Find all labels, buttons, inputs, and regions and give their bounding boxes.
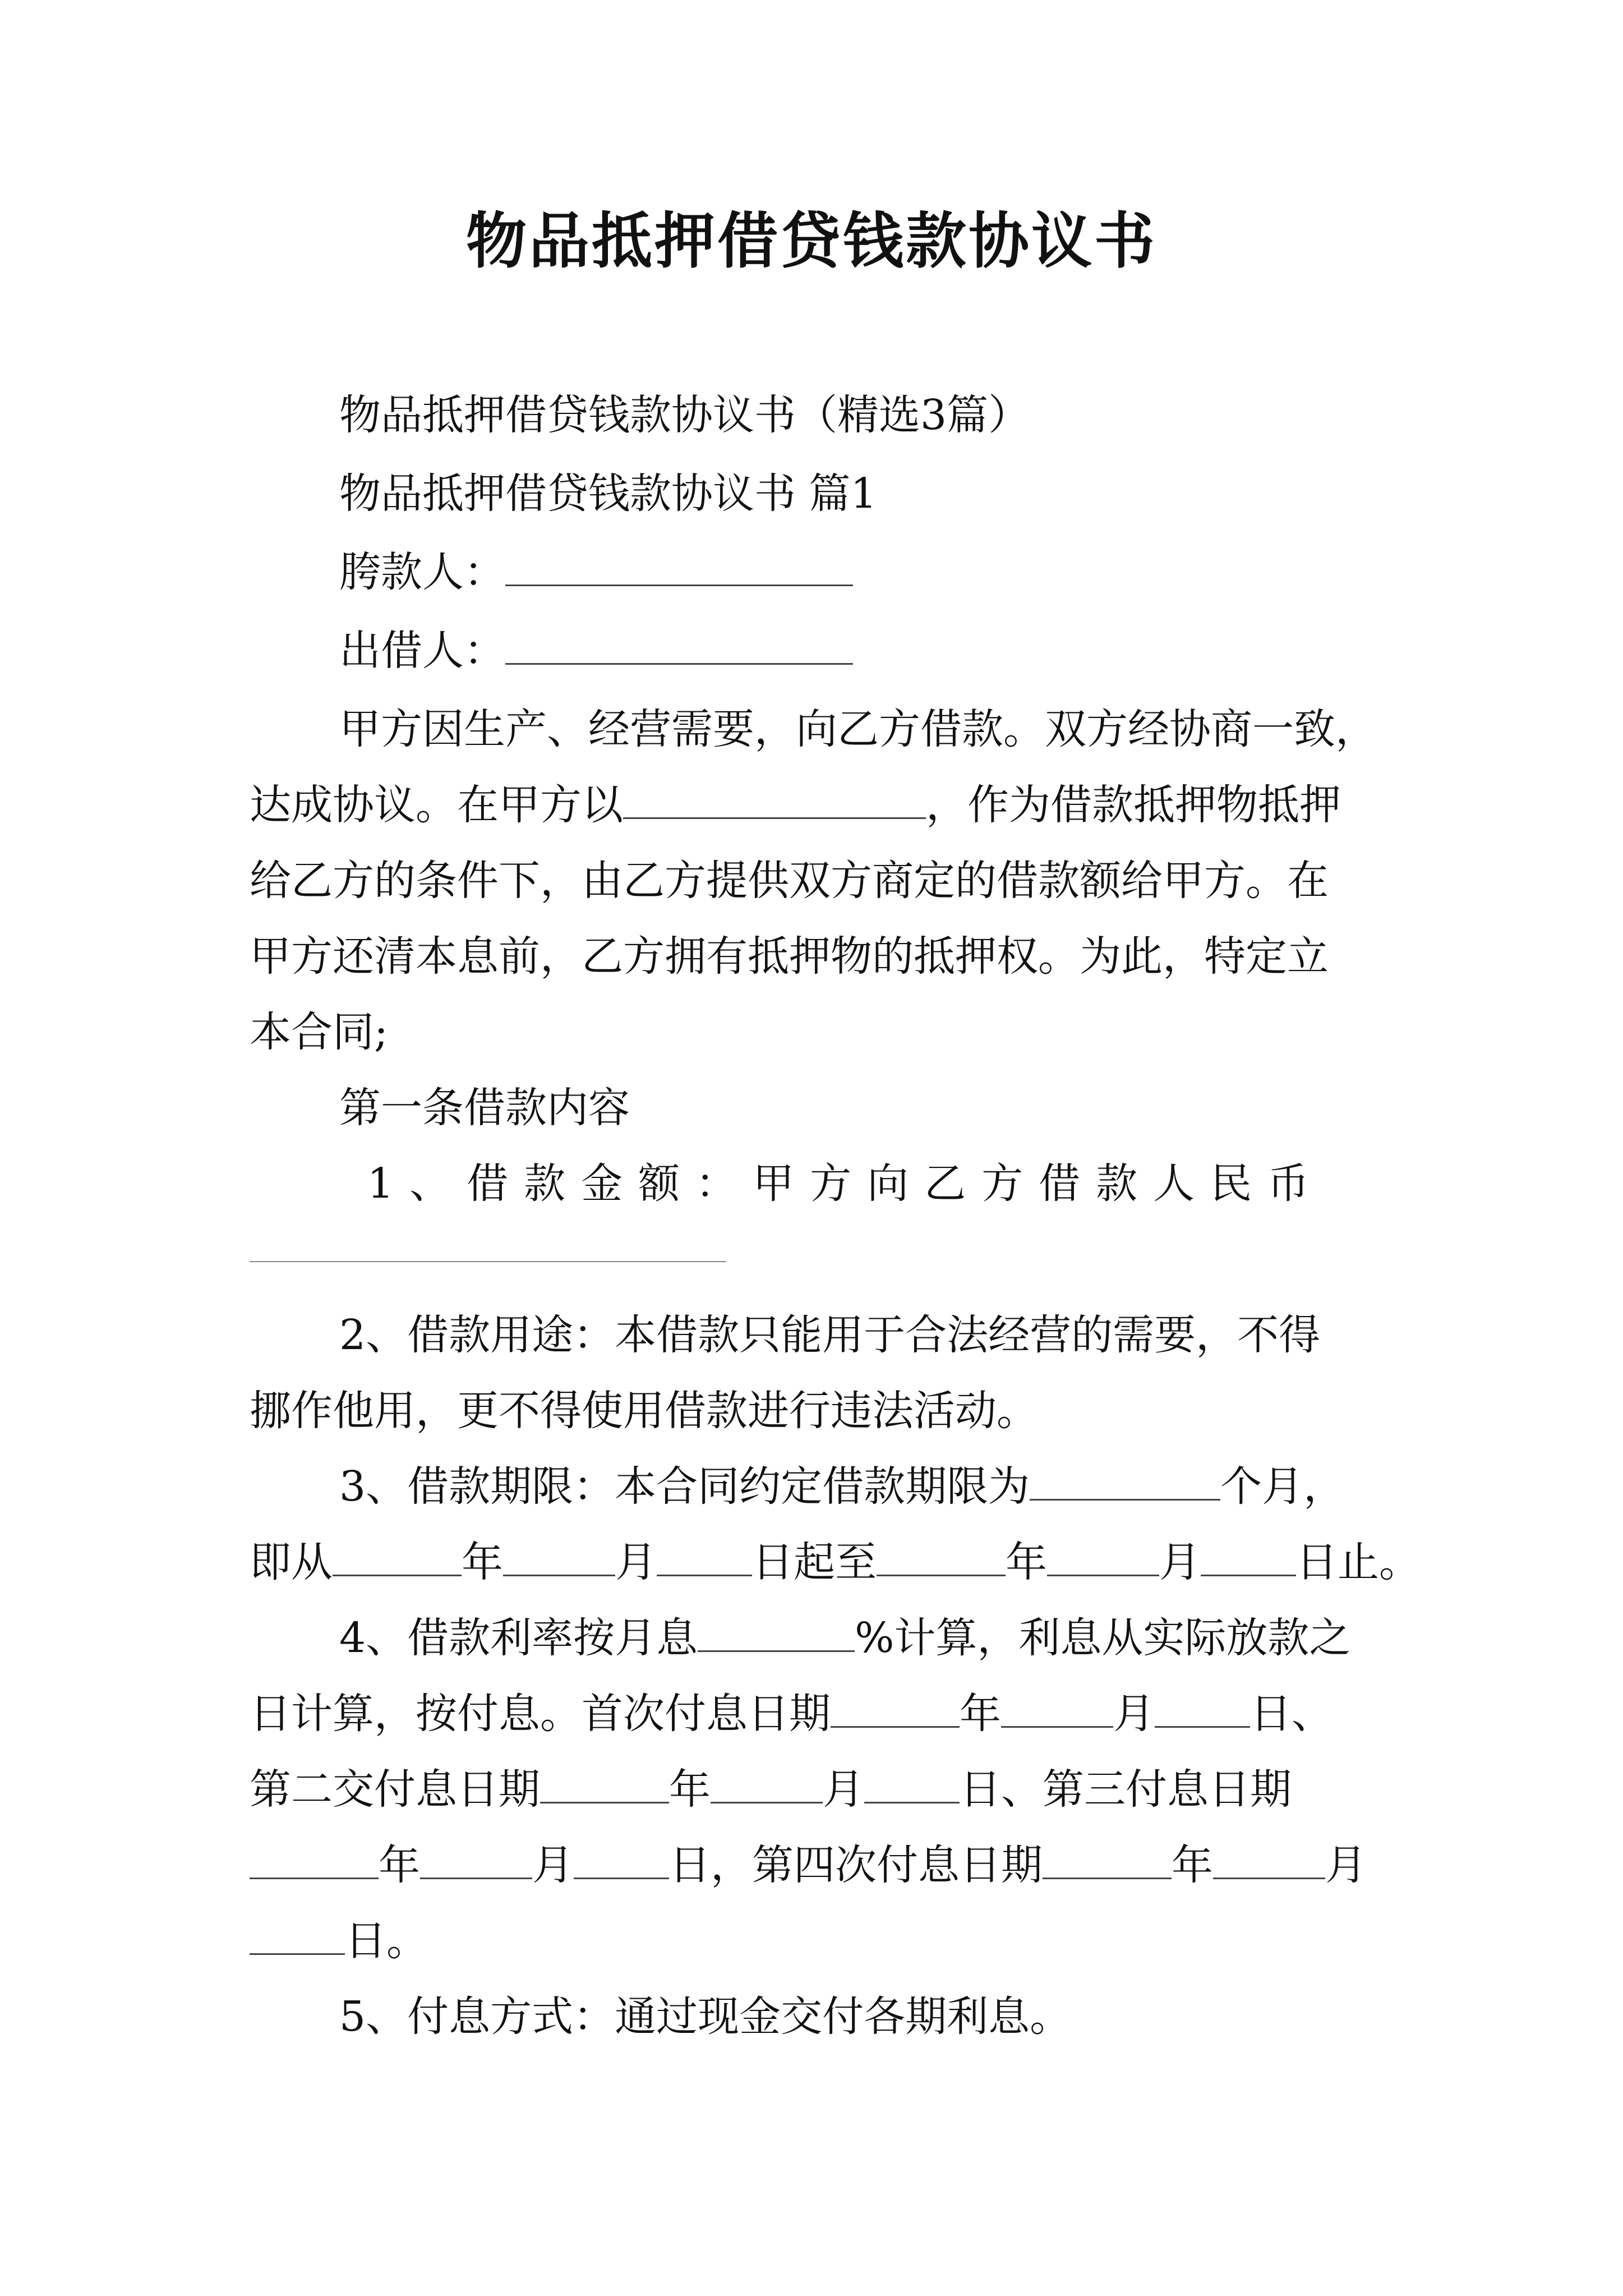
- borrower-label: 胯款人：: [339, 548, 505, 596]
- item4-line1: [250, 1610, 1464, 1666]
- lender-blank: [505, 629, 853, 665]
- item4-text: 日计算，按付息。首次付息日期: [250, 1690, 831, 1738]
- collateral-blank: [623, 784, 926, 819]
- para1-line4: [250, 928, 1374, 984]
- section-line: [250, 466, 1464, 522]
- lender-label: 出借人：: [339, 627, 505, 675]
- date-blank: [657, 1541, 752, 1576]
- item3-text: 月: [1159, 1538, 1201, 1586]
- item2-line2: [250, 1383, 1374, 1439]
- borrower-blank: [505, 551, 853, 586]
- item3-text: 年: [462, 1538, 503, 1586]
- item4-text: 年: [1172, 1841, 1213, 1889]
- item3-text: 年: [1006, 1538, 1047, 1586]
- para1-line5: [250, 1004, 1374, 1060]
- item2-text: 2、借款用途：本借款只能用于合法经营的需要，不得: [339, 1311, 1321, 1359]
- item4-text: 日、第三付息日期: [960, 1765, 1292, 1814]
- date-blank: [333, 1541, 462, 1576]
- borrower-line: [250, 544, 1464, 600]
- item3-line2: [250, 1534, 1421, 1590]
- item4-line5: [250, 1913, 1374, 1969]
- date-blank: [503, 1541, 615, 1576]
- para1-text: 甲方还清本息前，乙方拥有抵押物的抵押权。为此，特定立: [250, 932, 1329, 981]
- para1-line2: [250, 777, 1374, 833]
- term-blank: [1030, 1465, 1220, 1501]
- item4-text: 4、借款利率按月息: [339, 1614, 698, 1662]
- item3-text: 日起至: [752, 1538, 877, 1586]
- item1-text: 1、借款金额：甲方向乙方借款人民币: [367, 1159, 1325, 1208]
- item4-text: 月: [1325, 1841, 1367, 1889]
- subtitle: 物品抵押借贷钱款协议书（精选3篇）: [339, 391, 1030, 439]
- date-blank: [1047, 1541, 1159, 1576]
- item4-line4: [250, 1837, 1374, 1893]
- date-blank: [540, 1768, 669, 1803]
- item3-text: 日止。: [1296, 1538, 1421, 1586]
- date-blank: [250, 1920, 345, 1955]
- item5-text: 5、付息方式：通过现金交付各期利息。: [339, 1993, 1072, 2041]
- date-blank: [420, 1844, 532, 1879]
- date-blank: [1043, 1844, 1172, 1879]
- item3-text: 3、借款期限：本合同约定借款期限为: [339, 1462, 1030, 1511]
- section-heading: 物品抵押借贷钱款协议书 篇1: [339, 470, 877, 518]
- para1-text: 甲方因生产、经营需要，向乙方借款。双方经协商一致，: [339, 705, 1377, 753]
- date-blank: [574, 1844, 669, 1879]
- item4-text: 日、: [1250, 1690, 1333, 1738]
- item3-text: 个月，: [1220, 1462, 1345, 1511]
- rate-blank: [698, 1617, 855, 1652]
- item4-text: 第二交付息日期: [250, 1765, 540, 1814]
- amount-blank: [250, 1227, 726, 1262]
- item4-text: 月: [1113, 1690, 1155, 1738]
- date-blank: [250, 1844, 379, 1879]
- item4-text: %计算，利息从实际放款之: [855, 1614, 1351, 1662]
- lender-line: [250, 623, 1464, 679]
- item3-line1: [250, 1458, 1464, 1515]
- item3-text: 即从: [250, 1538, 333, 1586]
- date-blank: [1213, 1844, 1325, 1879]
- date-blank: [831, 1692, 960, 1728]
- para1-text: ，作为借款抵押物抵押: [926, 781, 1341, 829]
- subtitle-line: [250, 387, 1464, 443]
- document-title: 物品抵押借贷钱款协议书: [465, 206, 1157, 277]
- date-blank: [1155, 1692, 1250, 1728]
- item4-line2: [250, 1686, 1374, 1742]
- item4-text: 年: [960, 1690, 1001, 1738]
- item2-text: 挪作他用，更不得使用借款进行违法活动。: [250, 1387, 1038, 1435]
- date-blank: [1201, 1541, 1296, 1576]
- item4-line3: [250, 1761, 1374, 1818]
- item1-blank-line: [250, 1220, 1374, 1276]
- para1-line1: [250, 701, 1464, 757]
- item4-text: 月: [823, 1765, 864, 1814]
- date-blank: [1001, 1692, 1113, 1728]
- date-blank: [711, 1768, 823, 1803]
- item1-line: [250, 1156, 1492, 1212]
- item4-text: 月: [532, 1841, 574, 1889]
- para1-line3: [250, 853, 1374, 909]
- date-blank: [877, 1541, 1006, 1576]
- item2-line1: [250, 1307, 1464, 1363]
- para1-text: 本合同;: [250, 1008, 388, 1056]
- item5-line: [250, 1989, 1464, 2045]
- item4-text: 年: [379, 1841, 420, 1889]
- date-blank: [864, 1768, 960, 1803]
- para1-text: 给乙方的条件下，由乙方提供双方商定的借款额给甲方。在: [250, 857, 1329, 905]
- article1-line: [250, 1080, 1464, 1136]
- item4-text: 日，第四次付息日期: [669, 1841, 1043, 1889]
- article1-heading: 第一条借款内容: [339, 1084, 630, 1132]
- item3-text: 月: [615, 1538, 657, 1586]
- para1-text: 达成协议。在甲方以: [250, 781, 623, 829]
- item4-text: 年: [669, 1765, 711, 1814]
- item4-text: 日。: [345, 1917, 428, 1965]
